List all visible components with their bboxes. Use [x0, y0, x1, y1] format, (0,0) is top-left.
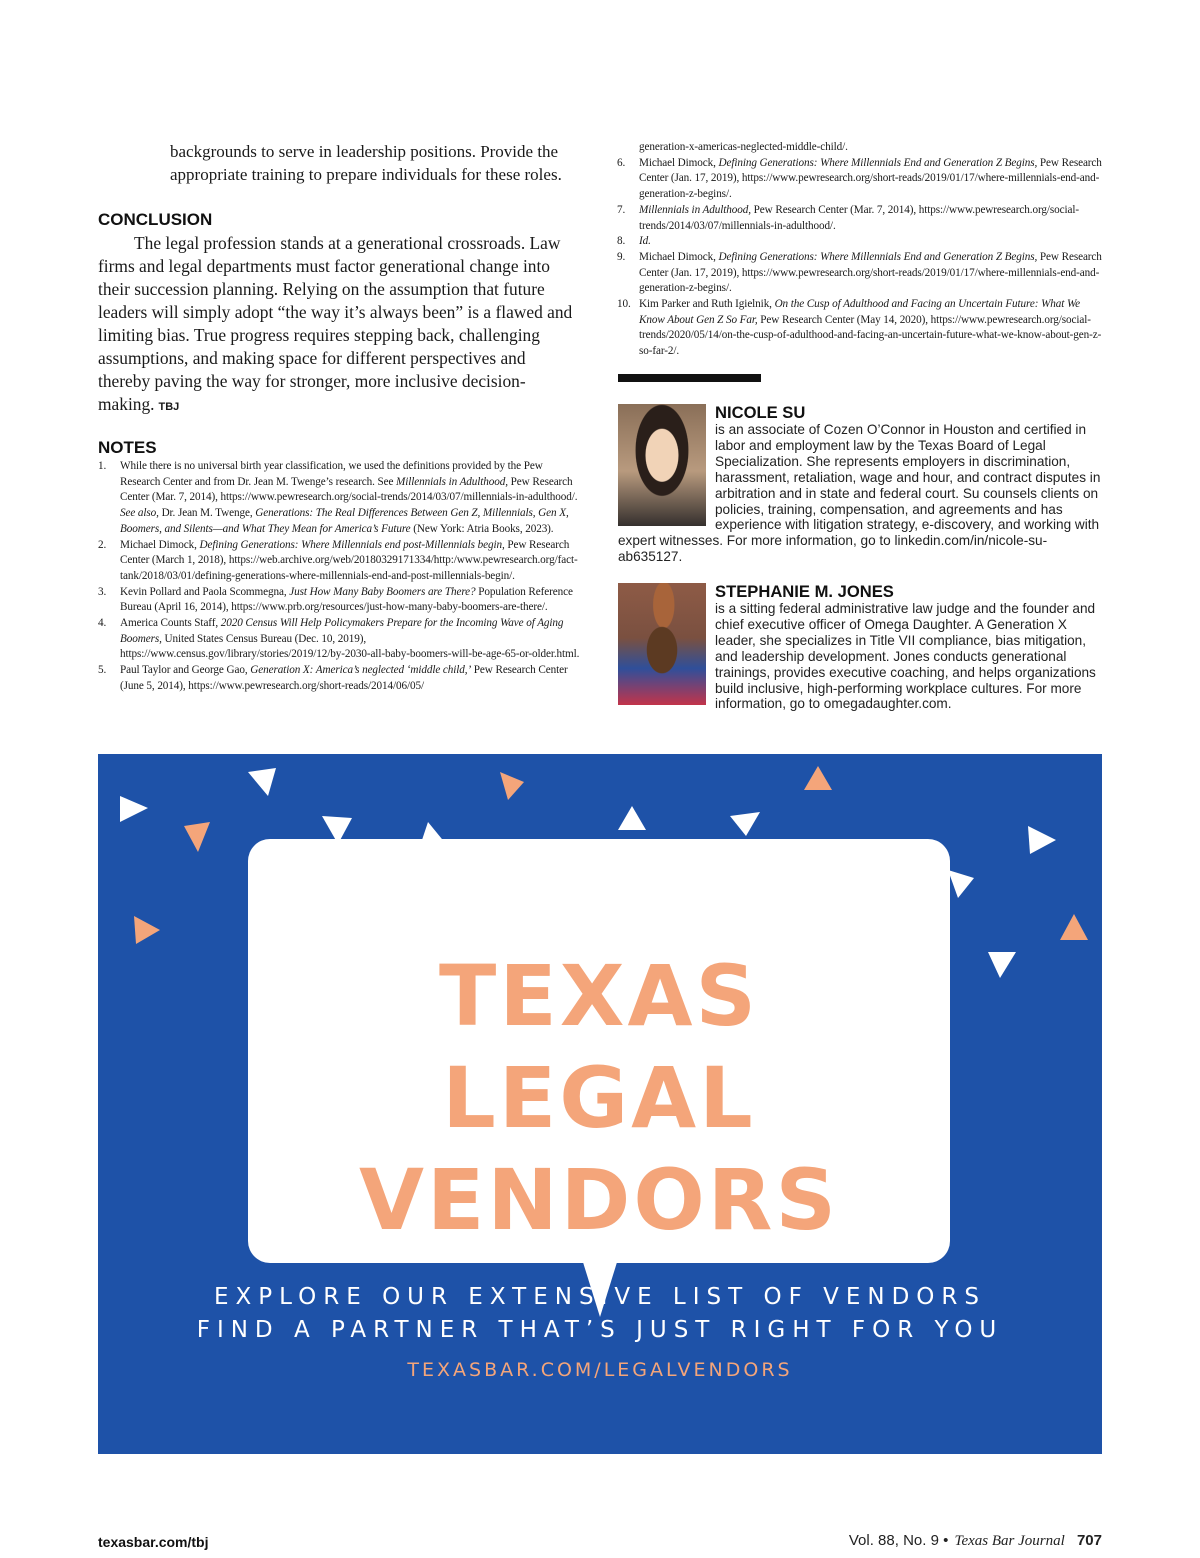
note-text: United States Census Bureau (Dec. 10, 2019), https://www.census.gov/library/stories/2019/12/by-2030-all-baby-boomers-will-be-age-65-or-older.html.: [120, 632, 580, 661]
note-title: 2020 Census Will Help Policymakers Prepare for the Incoming Wave of Aging Boomers,: [120, 617, 564, 645]
tbj-end-mark: TBJ: [158, 401, 180, 413]
triangle-decoration: [134, 916, 160, 944]
note-title: Defining Generations: Where Millennials end post-Millennials begin,: [199, 538, 505, 551]
note-text: Pew Research Center (Mar. 7, 2014), https://www.pewresearch.org/social-trends/2014/03/07/millennials-in-adulthood/.: [120, 475, 578, 504]
triangle-decoration: [248, 768, 276, 796]
notes-heading: NOTES: [98, 438, 157, 457]
note-text: Paul Taylor and George Gao,: [120, 664, 251, 677]
page-number: 707: [1076, 1532, 1102, 1549]
note-text: Michael Dimock,: [639, 250, 719, 263]
note-title: Millennials in Adulthood,: [396, 475, 508, 488]
ad-headline-line: TEXAS: [439, 947, 759, 1045]
conclusion-text: The legal profession stands at a generational crossroads. Law firms and legal departments must factor generational change into their succession planning. Relying on the assumption that future leaders will simply adopt “the way it’s always been” is a flawed and limiting bias. True progress requires stepping back, challenging assumptions, and making space for different perspectives and thereby paving the way for stronger, more inclusive decision-making.: [98, 233, 573, 414]
triangle-decoration: [120, 796, 148, 822]
note-2: [98, 538, 580, 585]
footer-site-link[interactable]: texasbar.com/tbj: [98, 1534, 209, 1550]
author-photo-nicole-su: [618, 404, 706, 526]
note-number: 5.: [98, 664, 107, 677]
footer-issue-info: [849, 1532, 1102, 1550]
note-text: (New York: Atria Books, 2023).: [410, 522, 554, 535]
note-text: Kevin Pollard and Paola Scommegna,: [120, 585, 290, 598]
note-text: generation-x-americas-neglected-middle-child/.: [639, 141, 848, 153]
note-text: Pew Research Center (Mar. 7, 2014), https://www.pewresearch.org/social-trends/2014/03/07/millennials-in-adulthood/.: [639, 203, 1079, 232]
triangle-decoration: [988, 952, 1016, 978]
ad-url-link[interactable]: TEXASBAR.COM/LEGALVENDORS: [407, 1359, 793, 1381]
note-text: Pew Research Center (March 1, 2018), https://web.archive.org/web/20180329171334/http:/www.pewresearch.org/fact-tank/2018/03/01/defining-generations-where-millennials-end-and-post-millennials-begin/.: [120, 538, 578, 582]
note-text: Pew Research Center (June 5, 2014), https://www.pewresearch.org/short-reads/2014/06/05/: [120, 664, 568, 692]
triangle-decoration: [184, 822, 210, 852]
note-9: [617, 250, 1103, 297]
note-number: 7.: [617, 203, 626, 216]
author-name: NICOLE SU: [715, 403, 806, 422]
note-text: Pew Research Center (May 14, 2020), https://www.pewresearch.org/social-trends/2020/05/14/on-the-cusp-of-adulthood-and-facing-an-uncertain-future-what-we-know-about-gen-z-so-far-2/.: [639, 313, 1102, 358]
note-number: 2.: [98, 538, 107, 551]
note-number: 6.: [617, 156, 626, 169]
triangle-decoration: [618, 806, 646, 830]
triangle-decoration: [500, 772, 524, 800]
author-bio-nicole-su: [618, 404, 1102, 565]
notes-list-right: [617, 140, 1103, 360]
note-5: [98, 663, 580, 694]
note-text: Michael Dimock,: [120, 538, 200, 551]
section-divider: [618, 374, 761, 382]
note-1: [98, 459, 580, 538]
note-text: Pew Research Center (Jan. 17, 2019), https://www.pewresearch.org/short-reads/2019/01/17/where-millennials-end-and-generation-z-begins/.: [639, 156, 1102, 201]
author-bio-text: is an associate of Cozen O’Connor in Houston and certified in labor and employment law by the Texas Board of Legal Specialization. She represents employers in discrimination, harassment, retaliation, wage and hour, and contract disputes in arbitration and in state and federal court. Su counsels clients on policies, training, compensation, and agreements and has experience with litigation strategy, e-discovery, and working with expert witnesses. For more information, go to linkedin.com/in/nicole-su-ab635127.: [618, 422, 1101, 565]
speech-bubble: [248, 839, 950, 1263]
note-text: Dr. Jean M. Twenge,: [158, 507, 256, 520]
note-title: Millennials in Adulthood,: [639, 203, 751, 216]
note-number: 1.: [98, 460, 107, 472]
note-title: Id.: [639, 235, 651, 248]
ad-headline-line: VENDORS: [358, 1151, 839, 1249]
note-number: 9.: [617, 250, 626, 263]
triangle-decoration: [1060, 914, 1088, 940]
note-number: 3.: [98, 585, 107, 598]
note-number: 4.: [98, 617, 107, 630]
note-text: Kim Parker and Ruth Igielnik,: [639, 298, 775, 311]
note-4: [98, 616, 580, 663]
note-5-continued: [617, 140, 1103, 156]
author-name: STEPHANIE M. JONES: [715, 582, 894, 601]
ad-headline-line: LEGAL: [442, 1049, 756, 1147]
note-title: Generations: The Real Differences Between Gen Z, Millennials, Gen X, Boomers, and Silents—and What They Mean for America’s Future: [120, 507, 569, 535]
note-text: America Counts Staff,: [120, 617, 221, 630]
note-8: [617, 234, 1103, 250]
ad-headline: [248, 945, 950, 1251]
footer-volume: Vol. 88, No. 9 •: [848, 1532, 949, 1549]
note-signal: See also,: [120, 507, 159, 520]
note-text: Population Reference Bureau (April 16, 2014), https://www.prb.org/resources/just-how-many-baby-boomers-are-there/.: [120, 585, 573, 614]
triangle-decoration: [1028, 826, 1056, 854]
author-bio-stephanie-jones: [618, 583, 1102, 712]
author-bio-text: is a sitting federal administrative law judge and the founder and chief executive officer of Omega Daughter. A Generation X leader, she specializes in Title VII compliance, bias mitigation, and leadership development. Jones conducts generational trainings, provides executive coaching, and helps organizations build inclusive, high-performing workplace cultures. For more information, go to omegadaughter.com.: [715, 601, 1096, 712]
triangle-decoration: [948, 870, 974, 898]
note-6: [617, 156, 1103, 203]
triangle-decoration: [804, 766, 832, 790]
note-7: [617, 203, 1103, 234]
note-title: Just How Many Baby Boomers are There?: [289, 585, 476, 598]
conclusion-heading: CONCLUSION: [98, 210, 213, 229]
note-number: 10.: [617, 298, 631, 311]
note-3: [98, 585, 580, 616]
note-text: Michael Dimock,: [639, 156, 719, 169]
ad-tagline-1: EXPLORE OUR EXTENSIVE LIST OF VENDORS: [213, 1284, 986, 1310]
texas-legal-vendors-ad[interactable]: [98, 754, 1102, 1454]
note-number: 8.: [617, 235, 626, 248]
notes-list-left: [98, 459, 580, 695]
note-text: Pew Research Center (Jan. 17, 2019), https://www.pewresearch.org/short-reads/2019/01/17/where-millennials-end-and-generation-z-begins/.: [639, 250, 1102, 295]
ad-tagline-2: FIND A PARTNER THAT’S JUST RIGHT FOR YOU: [196, 1317, 1004, 1343]
footer-journal-title: Texas Bar Journal: [954, 1533, 1065, 1549]
note-10: [617, 297, 1103, 360]
conclusion-body: [98, 232, 578, 419]
note-title: Generation X: America’s neglected ‘middle child,’: [250, 664, 472, 677]
author-photo-stephanie-jones: [618, 583, 706, 705]
note-title: Defining Generations: Where Millennials End and Generation Z Begins,: [718, 250, 1038, 263]
lead-paragraph: backgrounds to serve in leadership positions. Provide the appropriate training to prepare individuals for these roles.: [170, 142, 562, 184]
note-title: Defining Generations: Where Millennials End and Generation Z Begins,: [718, 156, 1038, 169]
note-text: While there is no universal birth year classification, we used the definitions provided by the Pew Research Center and from Dr. Jean M. Twenge’s research. See: [120, 460, 543, 488]
note-title: On the Cusp of Adulthood and Facing an Uncertain Future: What We Know About Gen Z So Far,: [639, 298, 1081, 326]
triangle-decoration: [730, 812, 760, 836]
